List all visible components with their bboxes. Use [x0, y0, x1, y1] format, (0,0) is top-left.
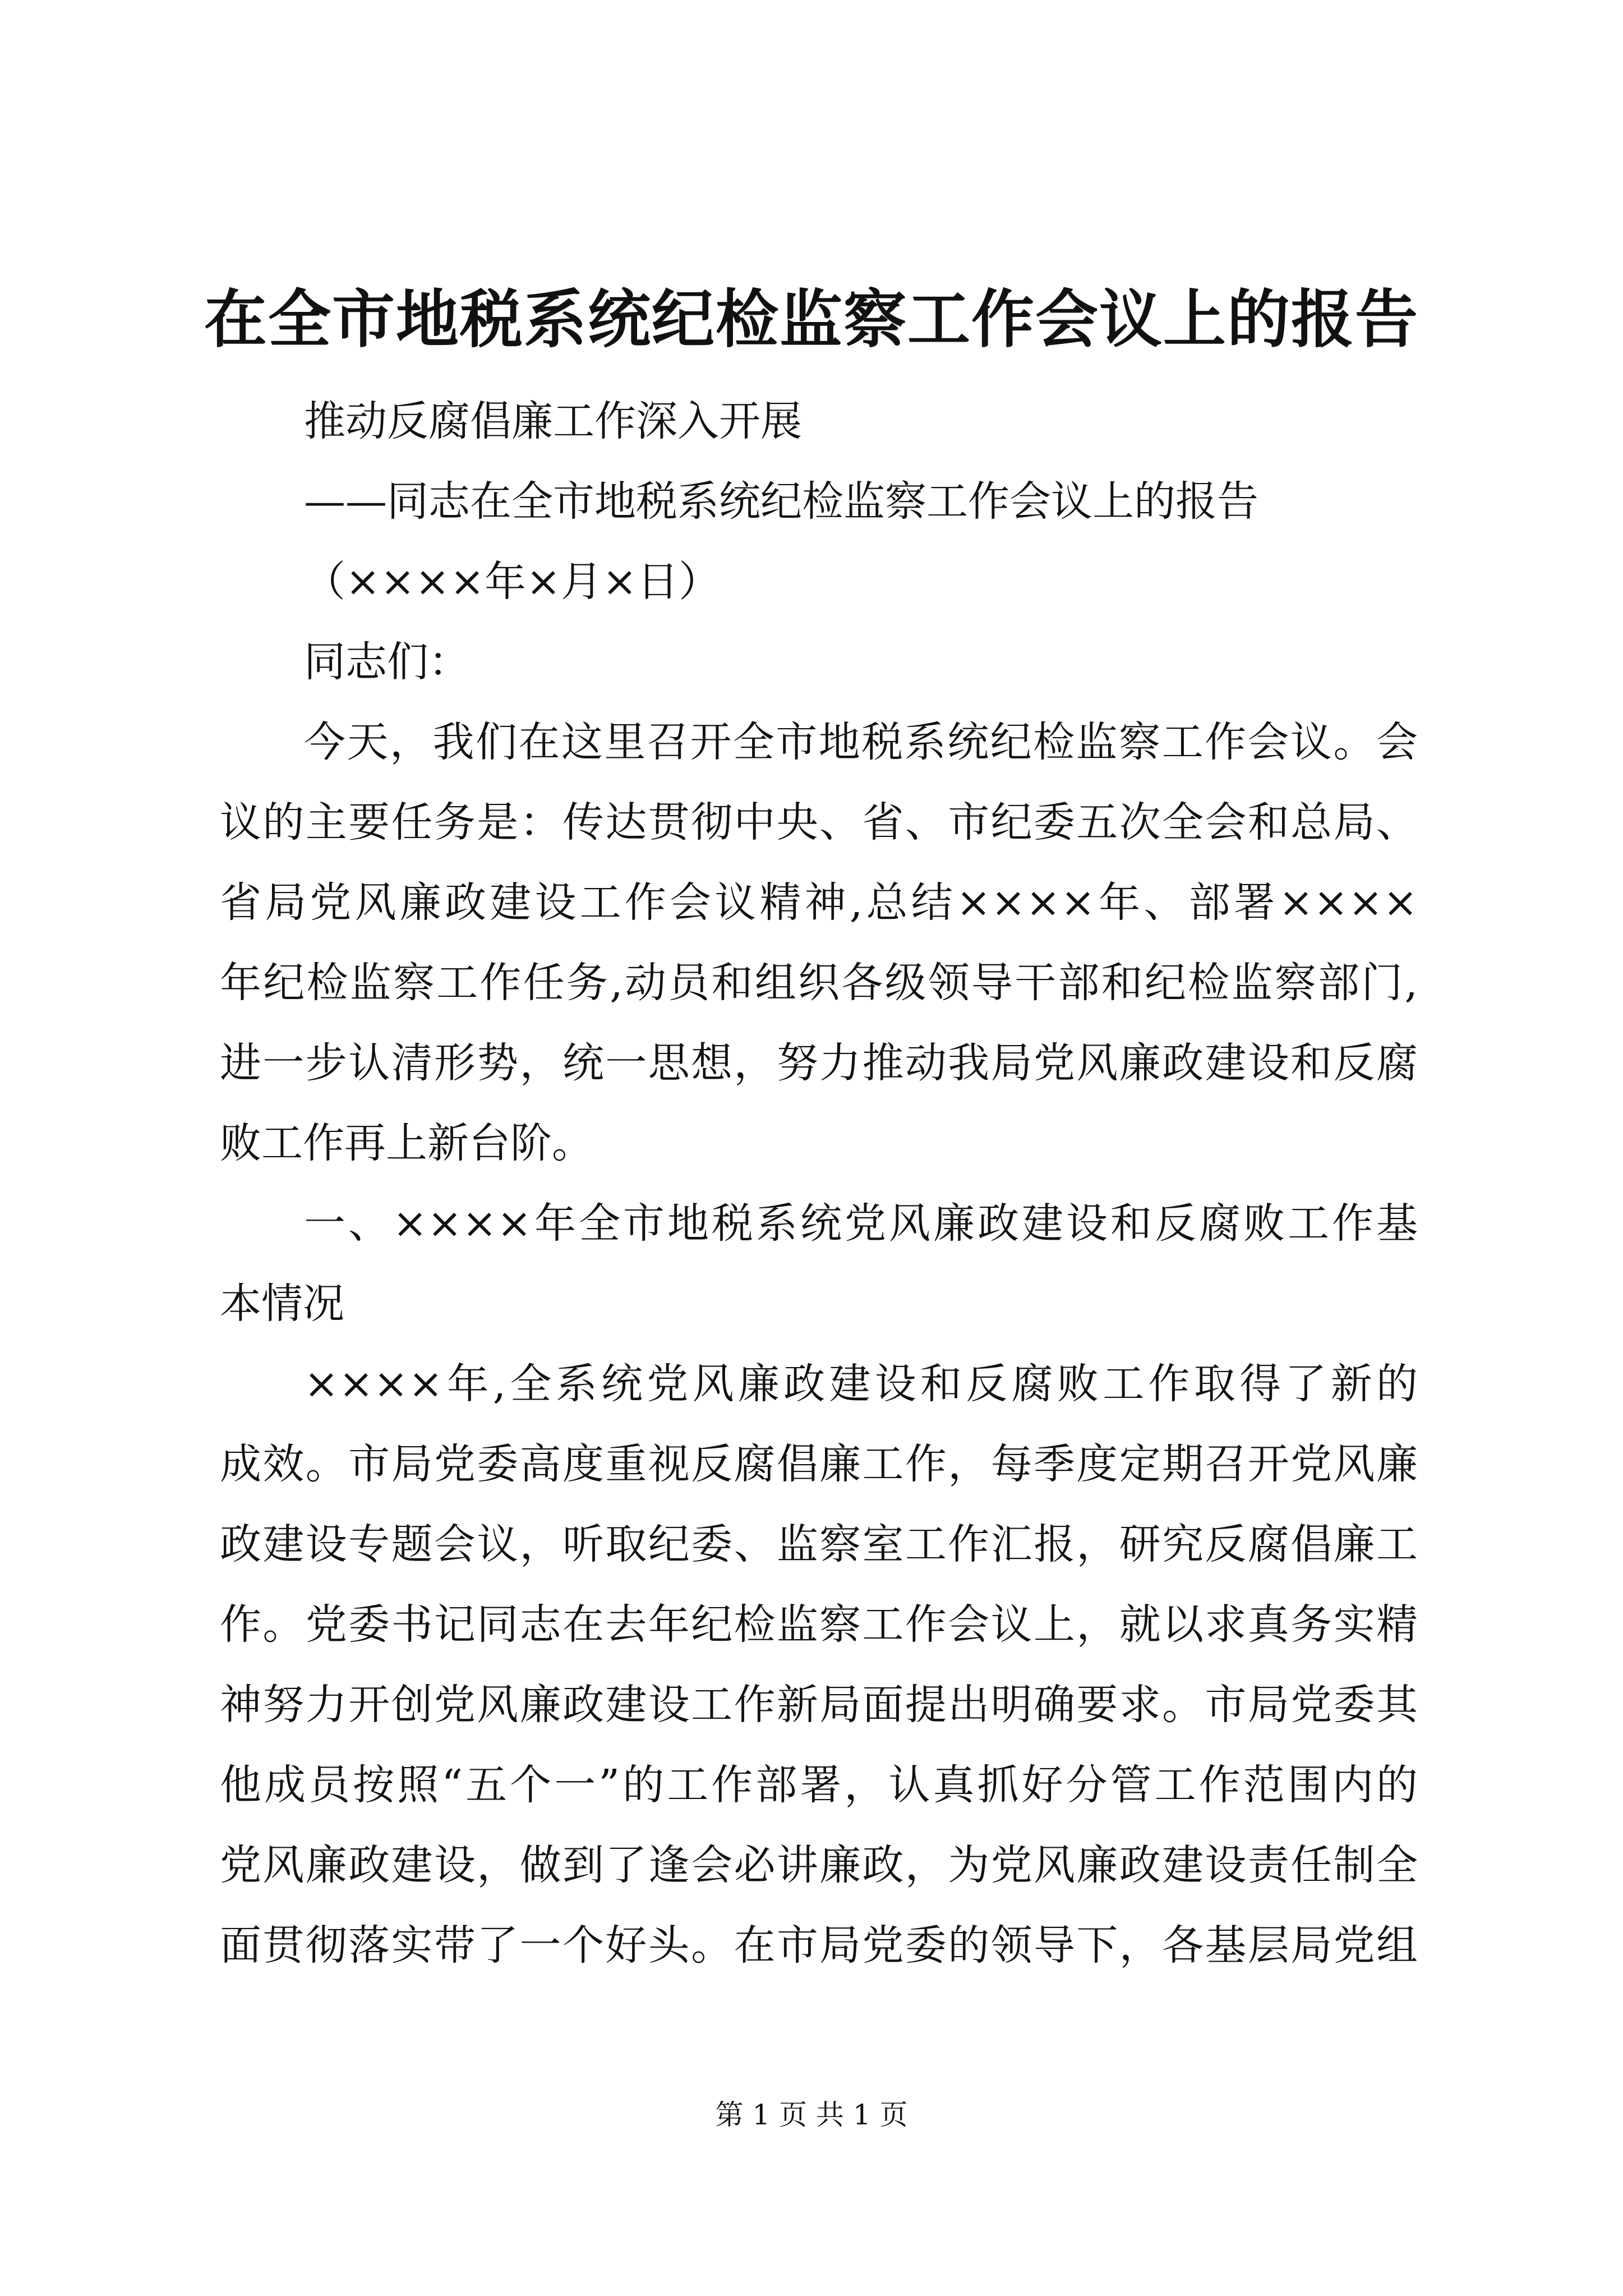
heading-line: 一、××××年全市地税系统党风廉政建设和反腐败工作基 [304, 1199, 1418, 1248]
heading-line: 本情况 [220, 1280, 344, 1328]
report-date: （××××年×月×日） [304, 558, 721, 606]
paragraph-line: 他成员按照“五个一”的工作部署，认真抓好分管工作范围内的 [220, 1761, 1418, 1809]
paragraph-line: 进一步认清形势，统一思想，努力推动我局党风廉政建设和反腐 [220, 1039, 1418, 1087]
paragraph-line: ××××年,全系统党风廉政建设和反腐败工作取得了新的 [304, 1360, 1418, 1408]
paragraph-line: 议的主要任务是：传达贯彻中央、省、市纪委五次全会和总局、 [220, 798, 1418, 846]
paragraph-line: 神努力开创党风廉政建设工作新局面提出明确要求。市局党委其 [220, 1681, 1418, 1729]
paragraph-line: 党风廉政建设，做到了逢会必讲廉政，为党风廉政建设责任制全 [220, 1841, 1418, 1889]
paragraph-line: 省局党风廉政建设工作会议精神,总结××××年、部署×××× [220, 878, 1418, 927]
subtitle: 推动反腐倡廉工作深入开展 [304, 397, 802, 445]
section-heading-1 [220, 1184, 1418, 1344]
document-body [220, 381, 1418, 1986]
byline: ——同志在全市地税系统纪检监察工作会议上的报告 [304, 477, 1258, 526]
paragraph-line: 作。党委书记同志在去年纪检监察工作会议上，就以求真务实精 [220, 1600, 1418, 1649]
paragraph-summary [220, 1344, 1418, 1986]
paragraph-line: 今天，我们在这里召开全市地税系统纪检监察工作会议。会 [304, 718, 1418, 766]
paragraph-line: 败工作再上新台阶。 [220, 1119, 593, 1167]
salutation: 同志们： [304, 638, 470, 686]
paragraph-line: 面贯彻落实带了一个好头。在市局党委的领导下，各基层局党组 [220, 1921, 1418, 1970]
paragraph-opening [220, 702, 1418, 1184]
paragraph-line: 政建设专题会议，听取纪委、监察室工作汇报，研究反腐倡廉工 [220, 1520, 1418, 1568]
document-title: 在全市地税系统纪检监察工作会议上的报告 [204, 283, 1419, 356]
paragraph-line: 年纪检监察工作任务,动员和组织各级领导干部和纪检监察部门, [220, 959, 1418, 1007]
page-footer: 第 1 页 共 1 页 [715, 2099, 908, 2131]
paragraph-line: 成效。市局党委高度重视反腐倡廉工作，每季度定期召开党风廉 [220, 1440, 1418, 1488]
